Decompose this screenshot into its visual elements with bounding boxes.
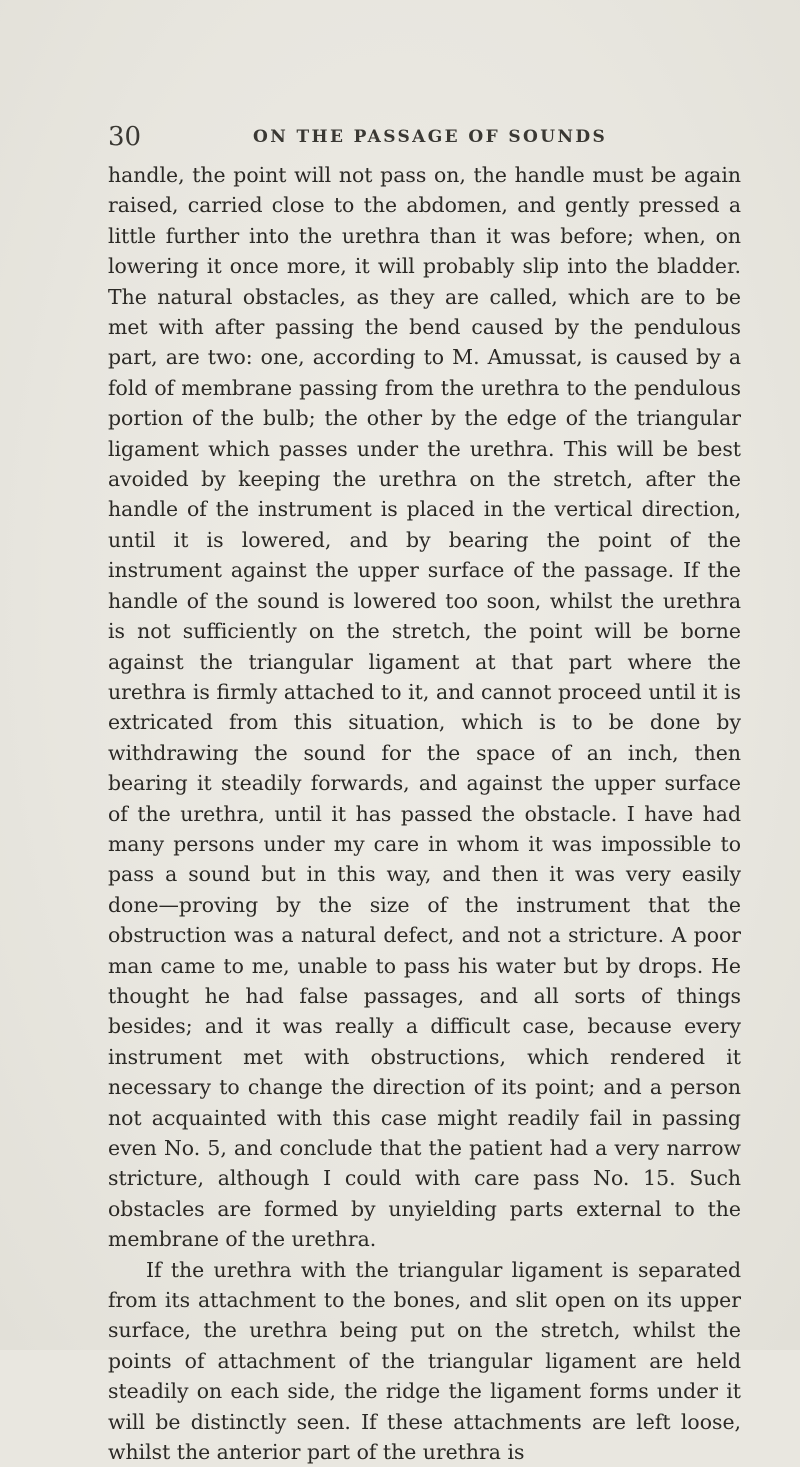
paragraph: If the urethra with the triangular ligament is separated from its attachment to the bones, and slit open on its upper surface, the urethra being put on the stretch, whilst the points of attachment of the triangular ligament are held steadily on each side, the ridge the ligament forms under it will be distinctly seen. If these attachments are left loose, whilst the anterior part of the urethra is (108, 1257, 741, 1465)
running-title: ON THE PASSAGE OF SOUNDS (253, 127, 608, 147)
paragraph: handle, the point will not pass on, the handle must be again raised, carried close to the abdomen, and gently pressed a little further into the urethra than it was before; when, on lowering it once more, it will probably slip into the bladder. The natural obstacles, as they are called, which are to be met with after passing the bend caused by the pendulous part, are two: one, according to M. Amussat, is caused by a fold of membrane passing from the urethra to the pendulous portion of the bulb; the other by the edge of the triangular ligament which passes under the urethra. This will be best avoided by keeping the urethra on the stretch, after the handle of the instrument is placed in the vertical direction, until it is lowered, and by bearing the point of the instrument against the upper surface of the passage. If the handle of the sound is lowered too soon, whilst the urethra is not sufficiently on the stretch, the point will be borne against the triangular ligament at that part where the urethra is firmly attached to it, and cannot proceed until it is extricated from this situation, which is to be done by withdrawing the sound for the space of an inch, then bearing it steadily forwards, and against the upper surface of the urethra, until it has passed the obstacle. I have had many persons under my care in whom it was impossible to pass a sound but in this way, and then it was very easily done—proving by the size of the instrument that the obstruction was a natural defect, and not a stricture. A poor man came to me, unable to pass his water but by drops. He thought he had false passages, and all sorts of things besides; and it was really a difficult case, because every instrument met with obstructions, which rendered it necessary to change the direction of its point; and a person not acquainted with this case might readily fail in passing even No. 5, and conclude that the patient had a very narrow stricture, although I could with care pass No. 15. Such obstacles are formed by unyielding parts external to the membrane of the urethra. (108, 163, 741, 1252)
running-head (108, 122, 741, 152)
page-number: 30 (108, 122, 142, 152)
body-text (108, 160, 741, 1467)
